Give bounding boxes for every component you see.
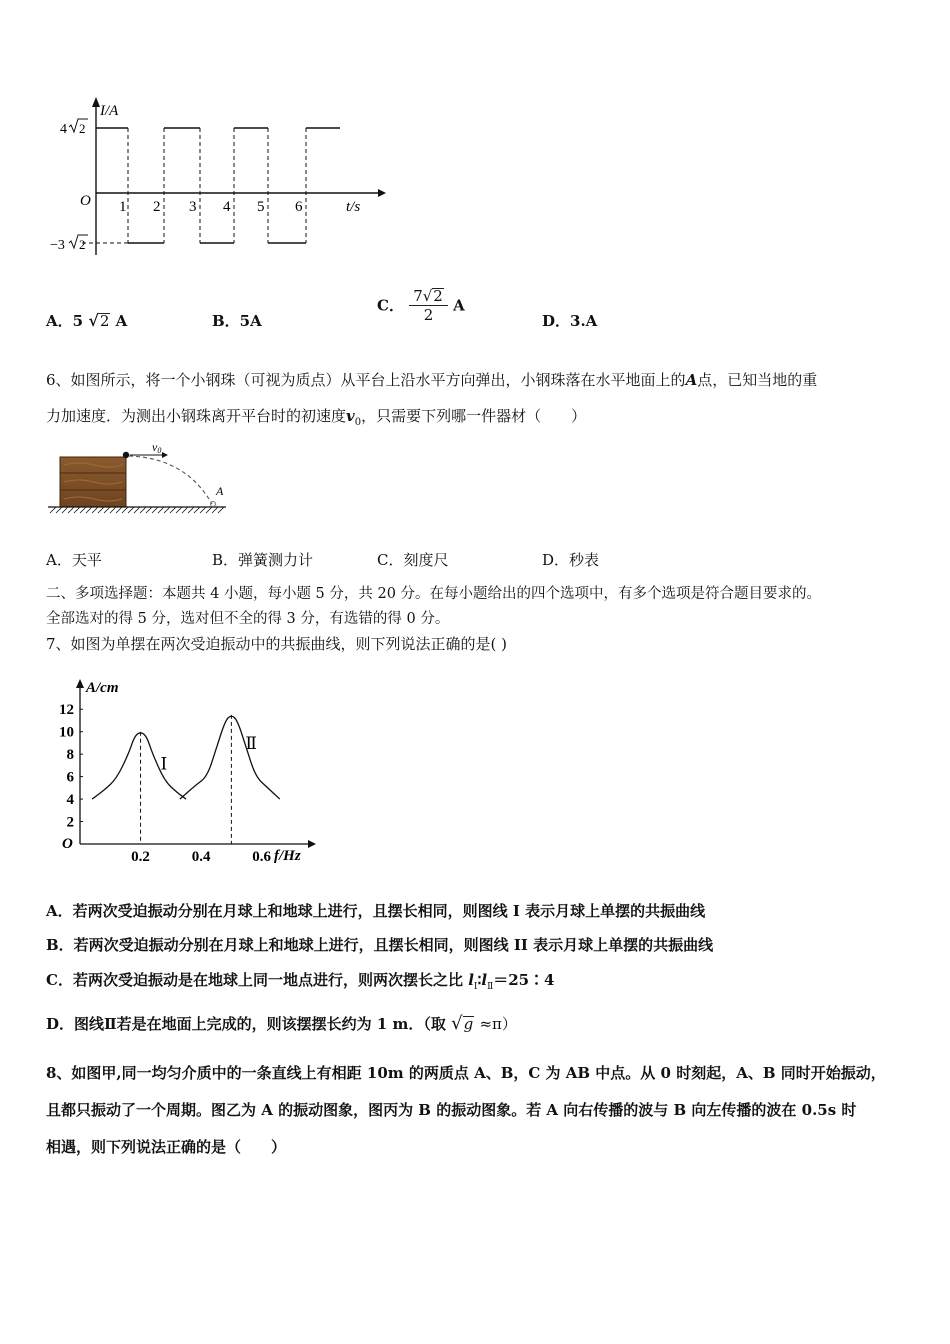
q7-option-c[interactable]: C．若两次受迫振动是在地球上同一地点进行，则两次摆长之比 $l_Ⅰ∶l_Ⅱ=25∶4$	[46, 971, 555, 992]
q5-option-b[interactable]: B．5A	[212, 312, 262, 330]
t-tick: 1	[119, 199, 127, 215]
y-neg-sqrt: 2	[79, 237, 86, 252]
q6-stem-line2: 力加速度．为测出小钢珠离开平台时的初速度$v_0$，只需要下列哪一件器材（ ）	[46, 407, 587, 428]
q7-option-a[interactable]: A．若两次受迫振动分别在月球上和地球上进行，且摆长相同，则图线 I 表示月球上单摆的共振曲线	[46, 902, 706, 920]
a-axis-arrow	[76, 679, 84, 688]
v0-label: v0	[152, 440, 162, 455]
velocity-arrowhead	[162, 452, 168, 458]
q7-option-d[interactable]: D．图线Ⅱ若是在地面上完成的，则该摆摆长约为 1 m．（取 √g ≈π）	[46, 1013, 517, 1034]
y-tick-label: 2	[66, 814, 74, 831]
y-tick-label: 6	[66, 769, 74, 786]
curve-label-1: Ⅰ	[160, 754, 168, 774]
t-tick: 2	[153, 199, 161, 215]
t-tick: 4	[223, 199, 231, 215]
x-tick-label: 0.2	[131, 849, 150, 865]
y-tick-label: 12	[59, 702, 74, 719]
y-tick-label: 4	[66, 792, 74, 809]
t-tick: 6	[295, 199, 303, 215]
q6-option-c[interactable]: C．刻度尺	[377, 551, 449, 569]
q7-stem: 7、如图为单摆在两次受迫振动中的共振曲线，则下列说法正确的是( )	[46, 635, 508, 653]
y-pos-sqrt: 2	[79, 121, 86, 136]
landing-point	[211, 502, 216, 507]
ground-hatch	[50, 507, 224, 513]
f-axis-arrow	[308, 840, 316, 848]
origin-label: O	[80, 193, 91, 209]
q5-option-d[interactable]: D．3.A	[542, 312, 598, 330]
steel-ball	[123, 452, 129, 458]
q7-option-b[interactable]: B．若两次受迫振动分别在月球上和地球上进行，且摆长相同，则图线 II 表示月球上单摆的共振曲线	[46, 936, 714, 954]
q6-platform-figure	[46, 438, 231, 520]
curve-label-2: Ⅱ	[245, 733, 257, 753]
fraction: $\frac{7√2}{2}$	[409, 287, 448, 324]
x-tick-label: 0.6	[252, 849, 272, 865]
i-axis-label: I/A	[100, 103, 119, 119]
y-neg-coef: −3	[50, 238, 65, 253]
t-ticks	[119, 199, 303, 215]
q8-stem-line3: 相遇，则下列说法正确的是（ ）	[46, 1138, 287, 1156]
q5-option-c[interactable]: C． $\frac{7√2}{2}$ A	[377, 287, 465, 324]
q6-option-a[interactable]: A．天平	[46, 551, 102, 569]
t-axis-arrow	[378, 189, 386, 197]
section2-heading-line2: 全部选对的得 5 分，选对但不全的得 3 分，有选错的得 0 分。	[46, 611, 450, 627]
trajectory	[129, 456, 212, 504]
y-tick-label: 8	[66, 747, 74, 764]
t-axis-label: t/s	[346, 199, 361, 215]
y-tick-label: 10	[59, 724, 74, 741]
resonance-curve-2	[180, 716, 280, 799]
wave-transitions	[128, 128, 306, 243]
point-a-label: A	[216, 484, 224, 498]
q5-current-graph	[48, 95, 393, 260]
t-tick: 3	[189, 199, 197, 215]
q6-option-b[interactable]: B．弹簧测力计	[212, 551, 314, 569]
section2-heading-line1: 二、多项选择题：本题共 4 小题，每小题 5 分，共 20 分。在每小题给出的四个选项中，有多个选项是符合题目要求的。	[46, 586, 822, 602]
q8-stem-line1: 8、如图甲,同一均匀介质中的一条直线上有相距 10m 的两质点 A、B，C 为 AB 中点。从 0 时刻起，A、B 同时开始振动，	[46, 1064, 886, 1082]
q8-stem-line2: 且都只振动了一个周期。图乙为 A 的振动图象，图丙为 B 的振动图象。若 A 向右传播的波与 B 向左传播的波在 0.5s 时	[46, 1101, 857, 1119]
q7-resonance-chart	[46, 676, 321, 871]
y-pos-coef: 4	[60, 122, 67, 137]
f-axis-label: f/Hz	[274, 848, 301, 864]
t-tick: 5	[257, 199, 265, 215]
q6-option-d[interactable]: D．秒表	[542, 551, 600, 569]
q6-stem-line1: 6、如图所示，将一个小钢珠（可视为质点）从平台上沿水平方向弹出，小钢珠落在水平地面上的A点，已知当地的重	[46, 371, 818, 389]
x-tick-label: 0.4	[191, 849, 211, 865]
a-axis-label: A/cm	[86, 680, 119, 696]
origin-label: O	[62, 836, 73, 852]
resonance-curve-1	[92, 733, 186, 799]
i-axis-arrow	[92, 97, 100, 107]
q5-option-a[interactable]: A．5 √2 A	[46, 311, 128, 330]
